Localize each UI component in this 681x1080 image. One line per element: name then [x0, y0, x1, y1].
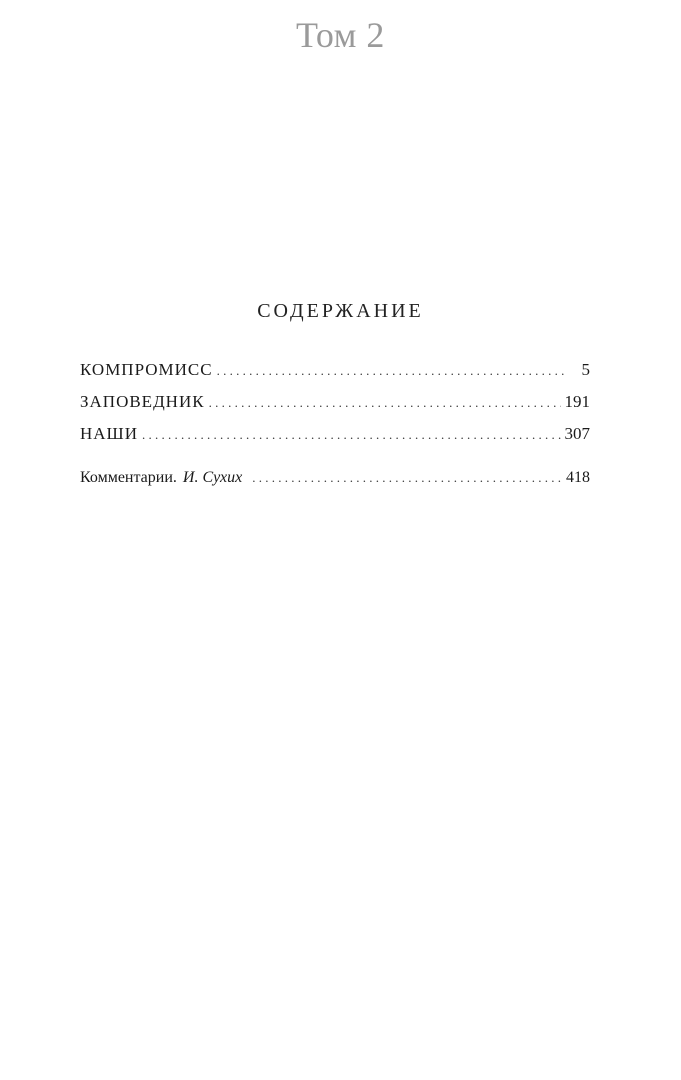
toc-heading: СОДЕРЖАНИЕ [257, 300, 424, 322]
toc-entry-commentary[interactable] [80, 468, 590, 500]
toc-entry-page: 191 [564, 392, 590, 411]
toc-entry-author: И. Сухих [182, 469, 243, 486]
dot-leader [142, 425, 561, 445]
toc-entry-zapovednik[interactable] [80, 392, 590, 424]
dot-leader [209, 393, 561, 413]
toc-entry-title: НАШИ [80, 424, 138, 443]
toc-entry-title: ЗАПОВЕДНИК [80, 392, 205, 411]
toc-entry-page: 418 [566, 469, 590, 486]
toc-entry-kompromiss[interactable] [80, 360, 590, 392]
toc-entry-page: 5 [581, 360, 590, 379]
toc-entry-nashi[interactable] [80, 424, 590, 456]
dot-leader [252, 468, 562, 488]
toc-entry-page: 307 [564, 424, 590, 443]
toc-entry-title: Комментарии. [80, 469, 177, 486]
table-of-contents [80, 360, 590, 500]
dot-leader [217, 361, 566, 381]
volume-title: Том 2 [296, 15, 385, 55]
toc-entry-title: КОМПРОМИСС [80, 360, 213, 379]
